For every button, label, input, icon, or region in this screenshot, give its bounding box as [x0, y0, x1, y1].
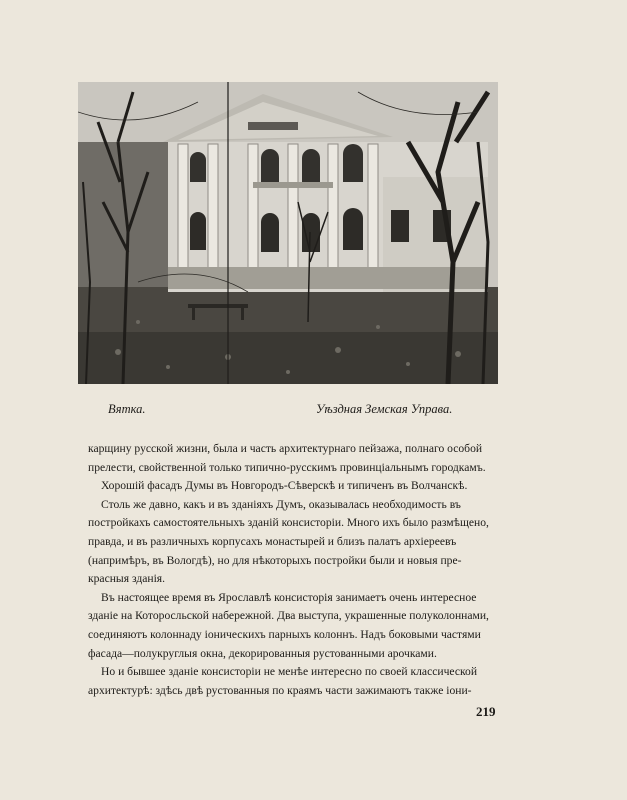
text-line: зданіе на Которосльской набережной. Два выступа, украшенные полуколоннами,: [88, 609, 489, 623]
text-line: архитектурѣ: здѣсь двѣ рустованныя по краямъ части зажимаютъ также іони-: [88, 683, 472, 697]
paragraph: [88, 496, 498, 589]
page-number: 219: [476, 704, 496, 719]
paragraph: [88, 477, 498, 496]
text-line: (напримѣръ, въ Вологдѣ), но для нѣкоторыхъ постройки были и новыя пре-: [88, 553, 462, 567]
text-line: постройкахъ самостоятельныхъ зданій консисторіи. Много ихъ было размѣщено,: [88, 516, 489, 530]
paragraph: [88, 663, 498, 700]
text-line: соединяютъ колоннаду іоническихъ парныхъ колоннъ. Надъ боковыми частями: [88, 627, 481, 641]
text-line: Столь же давно, какъ и въ зданіяхъ Думъ, оказывалась необходимость въ: [101, 497, 461, 511]
text-line: Но и бывшее зданіе консисторіи не менѣе интересно по своей классической: [101, 665, 478, 679]
text-line: прелести, свойственной только типично-русскимъ провинціальнымъ городкамъ.: [88, 460, 486, 474]
text-line: красныя зданія.: [88, 572, 166, 586]
text-line: карщину русской жизни, была и часть архитектурнаго пейзажа, полнаго особой: [88, 442, 483, 455]
caption-city: Вятка.: [108, 402, 146, 416]
text-line: Въ настоящее время въ Ярославлѣ консисторія занимаетъ очень интересное: [101, 590, 477, 604]
text-line: фасада—полукруглыя окна, декорированныя рустованными арочками.: [88, 646, 437, 660]
building-photo: [78, 82, 498, 384]
paragraph: [88, 440, 498, 477]
body-text: [88, 440, 498, 700]
text-line: правда, и въ различныхъ корпусахъ монастырей и близъ палатъ архіереевъ: [88, 534, 457, 548]
building-photo-icon: [78, 82, 498, 384]
paragraph: [88, 589, 498, 663]
caption-building: Уѣздная Земская Управа.: [316, 402, 453, 416]
text-line: Хорошій фасадъ Думы въ Новгородъ-Сѣверскѣ и типиченъ въ Волчанскѣ.: [101, 479, 468, 493]
